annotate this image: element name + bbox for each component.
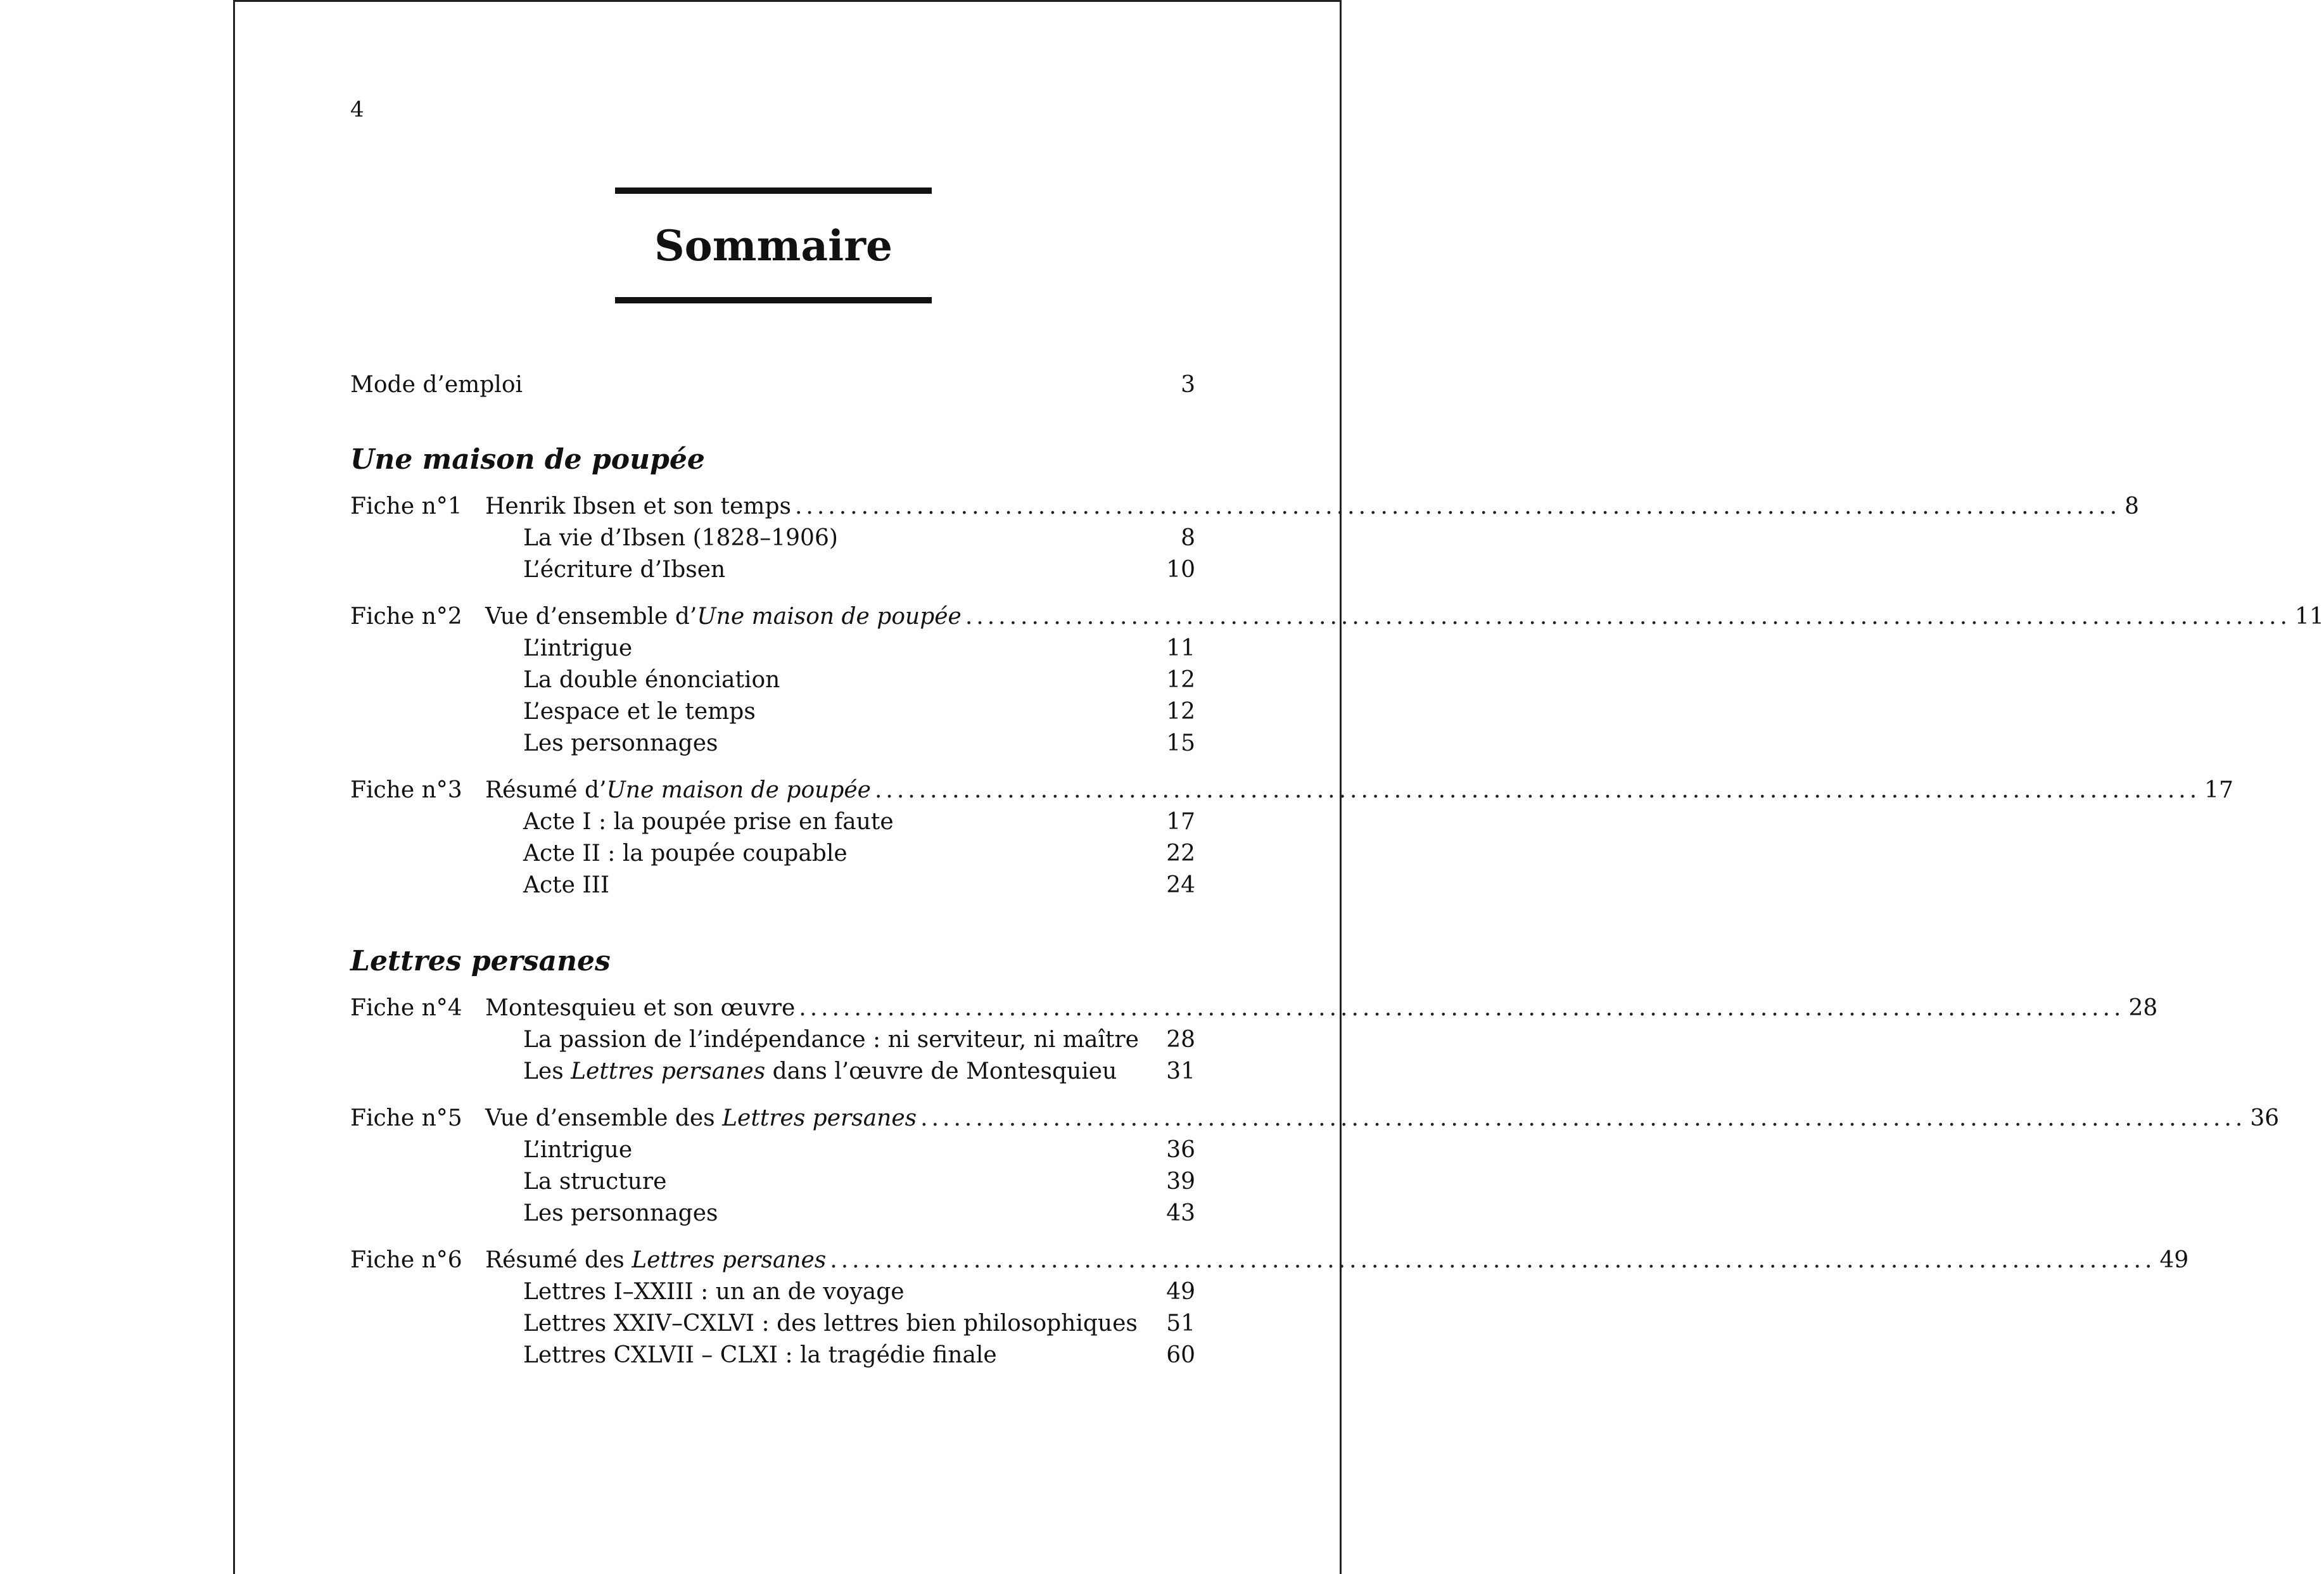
page-number: 4 [350, 97, 364, 122]
dot-leader: ........................................................................................................................ [799, 995, 2125, 1021]
toc-title-part: Résumé des [485, 1247, 632, 1273]
toc-entry-label: Mode d’emploi [350, 372, 523, 398]
subentry-page: 17 [1166, 809, 1195, 835]
subentry-page: 12 [1166, 667, 1195, 693]
fiche-page: 28 [2128, 995, 2158, 1021]
subentry-page: 31 [1166, 1058, 1195, 1084]
toc-title-part: L’intrigue [523, 1137, 633, 1163]
toc-title-part: Lettres persanes [571, 1058, 766, 1084]
fiche-label: Fiche n°4 [350, 995, 462, 1021]
toc-subentry[interactable] [523, 1026, 1195, 1054]
subentry-title [523, 524, 838, 552]
toc-title-part: Lettres persanes [632, 1247, 827, 1273]
toc-subentry[interactable] [523, 556, 1195, 584]
fiche-page: 8 [2124, 493, 2140, 519]
toc-subentry[interactable] [523, 666, 1195, 694]
toc-title-part: La passion de l’indépendance : ni serviteur, ni maître [523, 1027, 1139, 1053]
toc-title-part: Henrik Ibsen et son temps [485, 493, 791, 519]
subentry-title [523, 1136, 632, 1164]
fiche-page: 36 [2250, 1105, 2280, 1131]
subentry-page: 36 [1166, 1137, 1195, 1163]
subentry-title [523, 872, 609, 899]
fiche-label: Fiche n°5 [350, 1105, 462, 1131]
toc-entry-mode-emploi[interactable] [350, 371, 1195, 399]
toc-title-part: Acte III [523, 872, 610, 898]
toc-subentry[interactable] [523, 1310, 1195, 1338]
fiche-entry[interactable] [485, 1105, 2280, 1133]
fiche-page: 11 [2295, 604, 2324, 630]
section-heading: Une maison de poupée [350, 443, 705, 476]
fiche-label: Fiche n°3 [350, 777, 462, 803]
toc-title-part: La structure [523, 1169, 667, 1195]
toc-title-part: Lettres I–XXIII : un an de voyage [523, 1279, 905, 1305]
fiche-title [485, 493, 791, 521]
fiche-entry[interactable] [485, 603, 2324, 631]
fiche-title [485, 1105, 917, 1133]
toc-title-part: Vue d’ensemble des [485, 1105, 723, 1131]
subentry-page: 43 [1166, 1200, 1195, 1226]
dot-leader: ........................................................................................................................ [920, 1105, 2247, 1131]
fiche-entry[interactable] [485, 994, 2158, 1022]
fiche-label: Fiche n°1 [350, 493, 462, 519]
subentry-title [523, 1026, 1139, 1054]
subentry-title [523, 635, 632, 663]
toc-title-part: Acte I : la poupée prise en faute [523, 809, 894, 835]
toc-title-part: Les [523, 1058, 571, 1084]
subentry-page: 24 [1166, 872, 1195, 898]
toc-title-part: dans l’œuvre de Montesquieu [765, 1058, 1117, 1084]
subentry-title [523, 1342, 997, 1369]
fiche-title [485, 777, 871, 804]
toc-subentry[interactable] [523, 872, 1195, 899]
subentry-title [523, 808, 894, 836]
fiche-entry[interactable] [485, 777, 2233, 804]
subentry-title [523, 1200, 718, 1228]
toc-subentry[interactable] [523, 1168, 1195, 1196]
subentry-page: 15 [1166, 730, 1195, 756]
fiche-page: 49 [2159, 1247, 2189, 1273]
toc-subentry[interactable] [523, 1342, 1195, 1369]
fiche-title [485, 994, 795, 1022]
subentry-title [523, 1278, 905, 1306]
fiche-label: Fiche n°2 [350, 604, 462, 630]
toc-title-part: Lettres CXLVII – CLXI : la tragédie finale [523, 1342, 997, 1368]
fiche-entry[interactable] [485, 1247, 2189, 1274]
subentry-title [523, 1168, 666, 1196]
toc-title-part: La double énonciation [523, 667, 780, 693]
fiche-page: 17 [2204, 777, 2233, 803]
toc-subentry[interactable] [523, 1200, 1195, 1228]
subentry-page: 28 [1166, 1027, 1195, 1053]
toc-subentry[interactable] [523, 635, 1195, 663]
dot-leader: ........................................................................................................................ [874, 777, 2201, 803]
fiche-title [485, 603, 962, 631]
toc-title-part: L’espace et le temps [523, 699, 756, 725]
toc-title-part: Une maison de poupée [697, 604, 962, 630]
toc-title-part: Résumé d’ [485, 777, 607, 803]
subentry-page: 12 [1166, 699, 1195, 725]
fiche-entry[interactable] [485, 493, 2140, 521]
dot-leader: ........................................................................................................................ [965, 604, 2292, 630]
toc-title-part: Acte II : la poupée coupable [523, 841, 848, 866]
subentry-page: 8 [1181, 525, 1195, 551]
toc-subentry[interactable] [523, 840, 1195, 868]
toc-subentry[interactable] [523, 730, 1195, 758]
toc-subentry[interactable] [523, 1058, 1195, 1086]
toc-subentry[interactable] [523, 524, 1195, 552]
fiche-label: Fiche n°6 [350, 1247, 462, 1273]
toc-title-part: Une maison de poupée [606, 777, 871, 803]
toc-subentry[interactable] [523, 808, 1195, 836]
subentry-page: 22 [1166, 841, 1195, 866]
fiche-title [485, 1247, 826, 1274]
toc-title-part: Les personnages [523, 730, 718, 756]
subentry-page: 60 [1166, 1342, 1195, 1368]
dot-leader: ........................................................................................................................ [830, 1247, 2156, 1273]
toc-subentry[interactable] [523, 1278, 1195, 1306]
subentry-title [523, 556, 725, 584]
subentry-page: 49 [1166, 1279, 1195, 1305]
page-title: Sommaire [654, 221, 892, 270]
toc-title-part: Montesquieu et son œuvre [485, 995, 796, 1021]
toc-title-part: Lettres persanes [722, 1105, 917, 1131]
toc-title-part: La vie d’Ibsen (1828–1906) [523, 525, 838, 551]
toc-title-part: L’écriture d’Ibsen [523, 557, 726, 583]
subentry-page: 51 [1166, 1311, 1195, 1336]
toc-title-part: Lettres XXIV–CXLVI : des lettres bien philosophiques [523, 1311, 1138, 1336]
subentry-title [523, 1058, 1117, 1086]
dot-leader: ........................................................................................................................ [794, 493, 2121, 519]
toc-title-part: Vue d’ensemble d’ [485, 604, 697, 630]
section-heading: Lettres persanes [350, 945, 611, 977]
subentry-page: 39 [1166, 1169, 1195, 1195]
toc-title-part: Les personnages [523, 1200, 718, 1226]
subentry-title [523, 840, 848, 868]
subentry-title [523, 1310, 1138, 1338]
subentry-page: 10 [1166, 557, 1195, 583]
title-rule-bottom [615, 297, 932, 303]
toc-title-part: L’intrigue [523, 635, 633, 661]
subentry-title [523, 666, 780, 694]
toc-subentry[interactable] [523, 1136, 1195, 1164]
subentry-page: 11 [1166, 635, 1195, 661]
document-page [233, 0, 2324, 1574]
subentry-title [523, 730, 718, 758]
title-rule-top [615, 187, 932, 194]
toc-entry-page: 3 [1181, 372, 1195, 398]
subentry-title [523, 698, 756, 726]
toc-subentry[interactable] [523, 698, 1195, 726]
